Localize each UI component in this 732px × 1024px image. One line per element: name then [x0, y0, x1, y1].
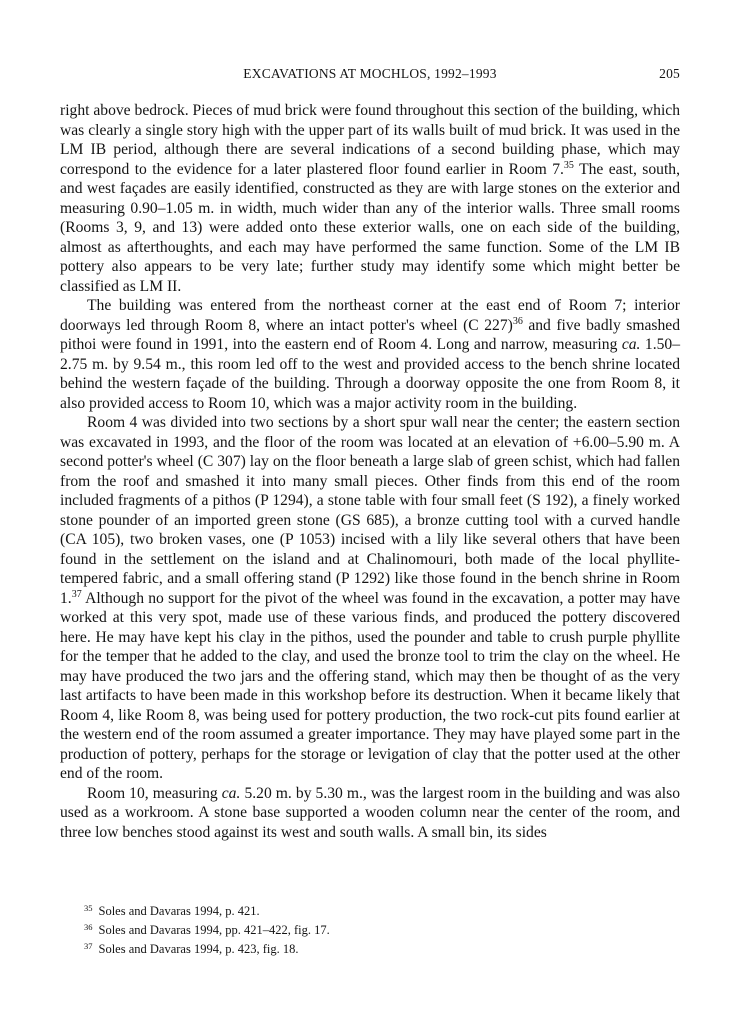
text-run: 5.20 m. by 5.30 m., was the largest room in the building and was also used as a workroom. A stone base supported a wooden column near the center of the room, and three low benches stood against its west and south walls. A small bin, its sides — [60, 784, 680, 841]
page-number: 205 — [659, 66, 680, 81]
running-header — [60, 66, 680, 86]
text-run: right above bedrock. Pieces of mud brick were found throughout this section of the building, which was clearly a single story high with the upper part of its walls built of mud brick. It was used in the LM IB period, although there are several indications of a second building phase, which may correspond to the evidence for a later plastered floor found earlier in Room 7. — [60, 102, 680, 178]
footnote-number: 37 — [84, 941, 93, 951]
text-run: 1.50–2.75 m. by 9.54 m., this room led off to the west and provided access to the bench shrine located behind the western façade of the building. Through a doorway opposite the one from Room 8, it also provided access to Room 10, which was a major activity room in the building. — [60, 336, 680, 412]
footnote-text: Soles and Davaras 1994, p. 421. — [98, 904, 260, 918]
paragraph — [60, 413, 680, 784]
italic-abbrev: ca. — [621, 336, 641, 353]
footnote-ref: 36 — [512, 315, 523, 327]
footnote-ref: 35 — [563, 159, 574, 171]
footnote-number: 35 — [84, 903, 93, 913]
footnote-text: Soles and Davaras 1994, p. 423, fig. 18. — [98, 942, 299, 956]
footnote — [60, 921, 680, 940]
text-run: The building was entered from the northeast corner at the east end of Room 7; interior doorways led through Room 8, where an intact potter's wheel (C 227) — [60, 297, 680, 334]
footnote — [60, 902, 680, 921]
paragraph — [60, 784, 680, 843]
body-text — [60, 101, 680, 842]
text-run: Room 10, measuring — [87, 784, 222, 802]
text-run: and five badly smashed pithoi were found in 1991, into the eastern end of Room 4. Long and narrow, measuring — [60, 316, 680, 353]
footnote-ref: 37 — [71, 588, 82, 600]
text-run: Room 4 was divided into two sections by a short spur wall near the center; the eastern section was excavated in 1993, and the floor of the room was located at an elevation of +6.00–5.90 m. A second potter's wheel (C 307) lay on the floor beneath a large slab of green schist, which had fallen from the roof and smashed it into many small pieces. Other finds from this end of the room included fragments of a pithos (P 1294), a stone table with four small feet (S 192), a finely worked stone pounder of an imported green stone (GS 685), a bronze cutting tool with a curved handle (CA 105), two broken vases, one (P 1053) incised with a lily like several others that have been found in the settlement on the island and at Chalinomouri, both made of the local phyllite-tempered fabric, and a small offering stand (P 1292) like those found in the bench shrine in Room 1. — [60, 414, 680, 607]
paragraph — [60, 296, 680, 413]
footnote-number: 36 — [84, 922, 93, 932]
footnotes — [60, 902, 680, 959]
footnote — [60, 940, 680, 959]
text-run: The east, south, and west façades are easily identified, constructed as they are with large stones on the exterior and measuring 0.90–1.05 m. in width, much wider than any of the interior walls. Three small rooms (Rooms 3, 9, and 13) were added onto these exterior walls, one on each side of the building, almost as afterthoughts, and each may have performed the same function. Some of the LM IB pottery also appears to be very late; further study may identify some which might better be classified as LM II. — [60, 160, 680, 295]
italic-abbrev: ca. — [221, 784, 241, 802]
text-run: Although no support for the pivot of the wheel was found in the excavation, a potter may have worked at this very spot, made use of these various finds, and produced the pottery discovered here. He may have kept his clay in the pithos, used the pounder and table to crush purple phyllite for the temper that he added to the clay, and used the bronze tool to trim the clay on the wheel. He may have produced the two jars and the offering stand, which may then be thought of as the very last artifacts to have been made in this workshop before its destruction. When it became likely that Room 4, like Room 8, was being used for pottery production, the two rock-cut pits found earlier at the western end of the room assumed a greater importance. They may have played some part in the production of pottery, perhaps for the storage or levigation of clay that the potter used at the other end of the room. — [60, 589, 680, 782]
footnote-text: Soles and Davaras 1994, pp. 421–422, fig. 17. — [98, 923, 330, 937]
running-title: EXCAVATIONS AT MOCHLOS, 1992–1993 — [243, 66, 497, 81]
paragraph — [60, 101, 680, 296]
